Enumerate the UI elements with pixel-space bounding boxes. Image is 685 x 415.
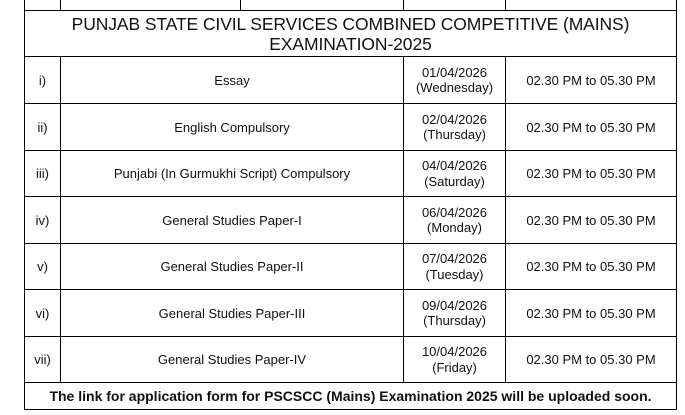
date-value: 04/04/2026 (421, 158, 488, 173)
serial-number: i) (38, 72, 47, 88)
exam-title-line1: PUNJAB STATE CIVIL SERVICES COMBINED COMPETITIVE (MAINS) (71, 13, 630, 34)
serial-number: iv) (35, 212, 50, 228)
paper-name: General Studies Paper-II (160, 259, 304, 274)
serial-number: vii) (34, 352, 51, 367)
day-value: (Thursday) (423, 127, 486, 142)
day-value: (Wednesday) (415, 80, 494, 95)
exam-date (404, 337, 505, 382)
day-value: (Friday) (432, 359, 477, 375)
date-value: 06/04/2026 (421, 204, 488, 220)
date-value: 10/04/2026 (421, 344, 488, 359)
border-right (676, 0, 677, 410)
exam-time: 02.30 PM to 05.30 PM (526, 166, 656, 181)
exam-time: 02.30 PM to 05.30 PM (526, 259, 656, 274)
exam-time: 02.30 PM to 05.30 PM (526, 305, 656, 321)
exam-date (404, 197, 505, 243)
exam-date (404, 244, 505, 289)
paper-name: English Compulsory (174, 119, 290, 135)
exam-date (404, 104, 505, 150)
exam-date (404, 290, 505, 336)
day-value: (Thursday) (423, 313, 486, 328)
divider-remnant-3 (403, 0, 404, 10)
divider-remnant-1 (60, 0, 61, 10)
day-value: (Saturday) (424, 173, 485, 189)
serial-number: vi) (35, 305, 50, 321)
paper-name: General Studies Paper-IV (157, 352, 307, 367)
date-value: 09/04/2026 (421, 297, 488, 313)
serial-number: ii) (37, 119, 48, 135)
exam-time: 02.30 PM to 05.30 PM (526, 72, 656, 88)
serial-number: v) (37, 259, 48, 274)
serial-number: iii) (36, 166, 49, 181)
divider-remnant-2 (240, 0, 241, 10)
date-value: 02/04/2026 (421, 111, 488, 127)
exam-date (404, 151, 505, 196)
date-value: 07/04/2026 (421, 251, 488, 266)
footer-bottom-border (24, 409, 677, 410)
exam-time: 02.30 PM to 05.30 PM (526, 119, 656, 135)
day-value: (Monday) (427, 220, 482, 235)
paper-name: Essay (214, 72, 250, 88)
exam-time: 02.30 PM to 05.30 PM (526, 352, 656, 367)
paper-name: Punjabi (In Gurmukhi Script) Compulsory (113, 166, 351, 181)
footer-note: The link for application form for PSCSCC (Mains) Examination 2025 will be uploaded soon. (49, 388, 652, 404)
day-value: (Tuesday) (425, 266, 484, 282)
exam-time: 02.30 PM to 05.30 PM (526, 212, 656, 228)
divider-remnant-4 (505, 0, 506, 10)
exam-title-line2: EXAMINATION-2025 (269, 33, 432, 54)
date-value: 01/04/2026 (421, 64, 488, 80)
paper-name: General Studies Paper-III (158, 305, 306, 321)
exam-date (404, 57, 505, 103)
paper-name: General Studies Paper-I (162, 212, 302, 228)
exam-title (25, 11, 676, 56)
